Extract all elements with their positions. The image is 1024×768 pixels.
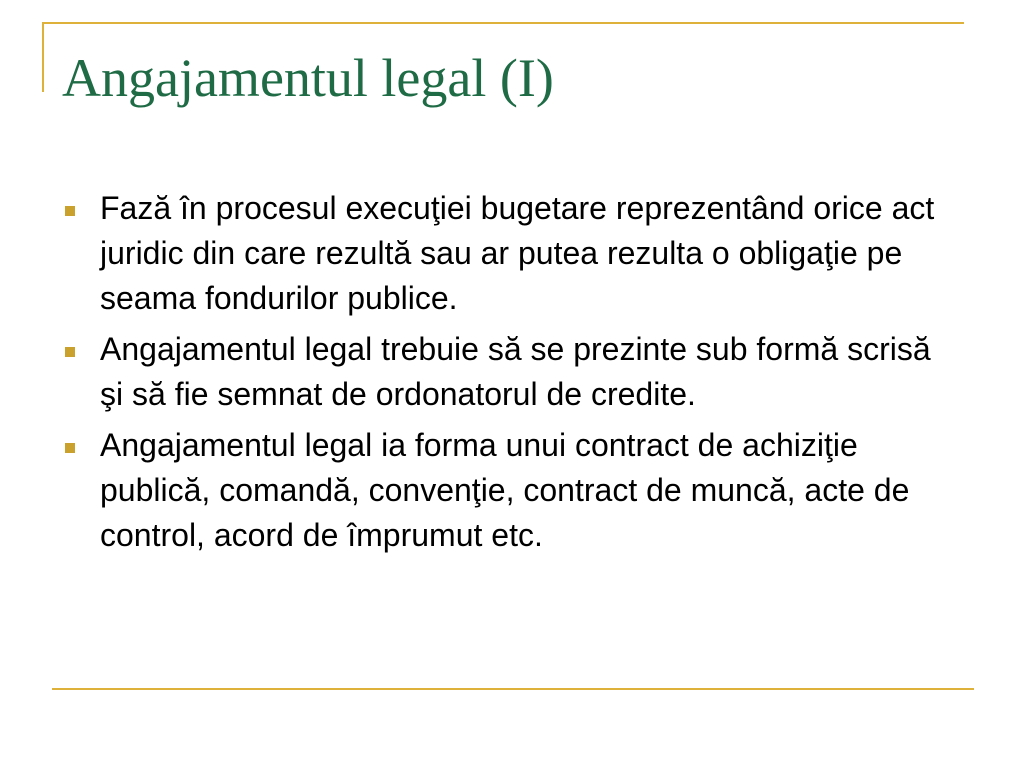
square-bullet-icon	[65, 347, 75, 357]
bottom-accent-line	[52, 688, 974, 690]
square-bullet-icon	[65, 443, 75, 453]
bullet-text: Fază în procesul execuţiei bugetare reprezentând orice act juridic din care rezultă sau ar putea rezulta o obligaţie pe seama fondurilor publice.	[100, 190, 935, 316]
top-accent-line	[42, 22, 964, 24]
square-bullet-icon	[65, 206, 75, 216]
bullet-item	[62, 423, 962, 558]
bullet-text: Angajamentul legal ia forma unui contract de achiziţie publică, comandă, convenţie, contract de muncă, acte de control, acord de împrumut etc.	[100, 427, 910, 553]
left-accent-line	[42, 22, 44, 92]
bullet-text: Angajamentul legal trebuie să se prezinte sub formă scrisă şi să fie semnat de ordonatorul de credite.	[100, 331, 931, 412]
bullet-list	[62, 186, 962, 564]
bullet-item	[62, 327, 962, 417]
slide-title: Angajamentul legal (I)	[62, 48, 554, 108]
bullet-item	[62, 186, 962, 321]
